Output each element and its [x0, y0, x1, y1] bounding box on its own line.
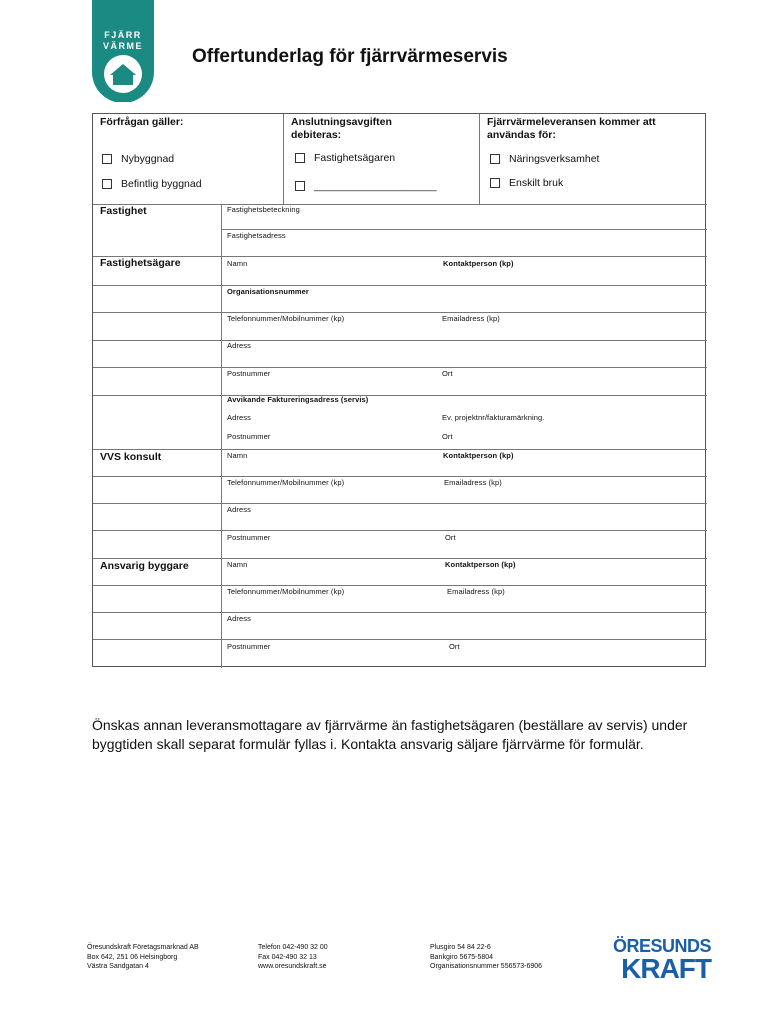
option-blank-line[interactable]: _____________________	[314, 180, 437, 192]
field-avvikande-faktureringsadress: Avvikande Faktureringsadress (servis)	[227, 395, 369, 404]
footer-contact	[258, 943, 328, 972]
field-adress[interactable]: Adress	[227, 341, 251, 350]
field-faktura-postnummer[interactable]: Postnummer	[227, 432, 271, 441]
section-fastighet: Fastighet	[100, 205, 147, 217]
svg-text:ÖRESUNDS: ÖRESUNDS	[612, 936, 711, 956]
field-vvs-ort[interactable]: Ort	[445, 533, 456, 542]
field-ort[interactable]: Ort	[442, 369, 453, 378]
option-label: Fastighetsägaren	[314, 152, 396, 164]
svg-text:VÄRME: VÄRME	[102, 41, 144, 51]
fjarrvarme-logo	[92, 0, 154, 102]
option-label: Nybyggnad	[121, 153, 175, 165]
row-divider	[93, 395, 707, 396]
row-divider	[93, 558, 707, 559]
option-enskilt-bruk[interactable]	[490, 177, 563, 189]
row-divider	[93, 204, 707, 205]
field-faktura-adress[interactable]: Adress	[227, 413, 251, 422]
field-vvs-postnummer[interactable]: Postnummer	[227, 533, 271, 542]
row-divider	[93, 449, 707, 450]
checkbox[interactable]	[102, 179, 112, 189]
row-divider	[93, 367, 707, 368]
checkbox[interactable]	[102, 154, 112, 164]
header-forfragan: Förfrågan gäller:	[100, 116, 184, 128]
row-divider	[93, 612, 707, 613]
svg-text:FJÄRR: FJÄRR	[104, 30, 142, 40]
field-byggare-adress[interactable]: Adress	[227, 614, 251, 623]
field-kontaktperson[interactable]: Kontaktperson (kp)	[443, 259, 514, 268]
field-fastighetsadress[interactable]: Fastighetsadress	[227, 231, 286, 240]
checkbox[interactable]	[490, 178, 500, 188]
page-title: Offertunderlag för fjärrvärmeservis	[192, 46, 508, 67]
field-byggare-email[interactable]: Emailadress (kp)	[447, 587, 505, 596]
row-divider	[93, 340, 707, 341]
checkbox[interactable]	[295, 181, 305, 191]
field-vvs-namn[interactable]: Namn	[227, 451, 248, 460]
row-divider	[93, 639, 707, 640]
field-organisationsnummer[interactable]: Organisationsnummer	[227, 287, 309, 296]
row-divider	[93, 312, 707, 313]
footer-address	[87, 943, 199, 972]
divider	[221, 204, 222, 668]
header-anvandning: Fjärrvärmeleveransen kommer att användas för:	[487, 116, 656, 141]
divider	[479, 114, 480, 204]
option-label: Enskilt bruk	[509, 177, 564, 189]
oresundskraft-logo	[592, 934, 712, 980]
field-faktura-ort[interactable]: Ort	[442, 432, 453, 441]
field-byggare-ort[interactable]: Ort	[449, 642, 460, 651]
field-vvs-kontaktperson[interactable]: Kontaktperson (kp)	[443, 451, 514, 460]
header-anslutningsavgift: Anslutningsavgiften debiteras:	[291, 116, 392, 141]
field-byggare-postnummer[interactable]: Postnummer	[227, 642, 271, 651]
option-nybyggnad[interactable]	[102, 153, 174, 165]
section-vvs-konsult: VVS konsult	[100, 451, 162, 463]
option-label: Befintlig byggnad	[121, 178, 202, 190]
checkbox[interactable]	[490, 154, 500, 164]
option-other[interactable]	[295, 180, 437, 192]
field-vvs-adress[interactable]: Adress	[227, 505, 251, 514]
section-ansvarig-byggare: Ansvarig byggare	[100, 560, 189, 572]
checkbox[interactable]	[295, 153, 305, 163]
row-divider	[93, 530, 707, 531]
option-naringsverksamhet[interactable]	[490, 153, 599, 165]
field-telefon[interactable]: Telefonnummer/Mobilnummer (kp)	[227, 314, 345, 323]
field-fastighetsbeteckning[interactable]: Fastighetsbeteckning	[227, 205, 300, 214]
row-divider	[93, 503, 707, 504]
footer-company: Öresundskraft Företagsmarknad AB	[87, 944, 199, 951]
option-befintlig[interactable]	[102, 178, 202, 190]
footer-web[interactable]: www.oresundskraft.se	[258, 963, 327, 970]
field-vvs-email[interactable]: Emailadress (kp)	[444, 478, 502, 487]
footer-payment	[430, 943, 542, 972]
section-fastighetsagare: Fastighetsägare	[100, 257, 181, 269]
row-divider	[221, 229, 707, 230]
field-byggare-kontaktperson[interactable]: Kontaktperson (kp)	[445, 560, 516, 569]
field-vvs-telefon[interactable]: Telefonnummer/Mobilnummer (kp)	[227, 478, 345, 487]
row-divider	[93, 285, 707, 286]
row-divider	[93, 256, 707, 257]
footer-telefon: Telefon 042-490 32 00	[258, 944, 328, 951]
footer-bankgiro: Bankgiro 5675-5804	[430, 953, 494, 961]
field-namn[interactable]: Namn	[227, 259, 248, 268]
field-email[interactable]: Emailadress (kp)	[442, 314, 500, 323]
field-postnummer[interactable]: Postnummer	[227, 369, 271, 378]
footer-fax: Fax 042-490 32 13	[258, 953, 317, 961]
option-fastighetsagaren[interactable]	[295, 152, 395, 164]
field-byggare-telefon[interactable]: Telefonnummer/Mobilnummer (kp)	[227, 587, 345, 596]
footer-street: Västra Sandgatan 4	[87, 963, 149, 970]
option-label: Näringsverksamhet	[509, 153, 600, 165]
row-divider	[93, 476, 707, 477]
field-byggare-namn[interactable]: Namn	[227, 560, 248, 569]
divider	[283, 114, 284, 204]
footer-plusgiro: Plusgiro 54 84 22-6	[430, 944, 491, 951]
svg-text:KRAFT: KRAFT	[621, 953, 711, 980]
offer-form	[92, 113, 706, 667]
footer-orgnr: Organisationsnummer 556573-6906	[430, 963, 543, 970]
row-divider	[93, 585, 707, 586]
note-paragraph: Önskas annan leveransmottagare av fjärrvärme än fastighetsägaren (beställare av servis) under byggtiden skall separat formulär fyllas i. Kontakta ansvarig säljare fjärrvärme för formulär.	[92, 717, 688, 752]
footer-box: Box 642, 251 06 Helsingborg	[87, 953, 178, 961]
field-projektnr[interactable]: Ev. projektnr/fakturamärkning.	[442, 413, 545, 422]
